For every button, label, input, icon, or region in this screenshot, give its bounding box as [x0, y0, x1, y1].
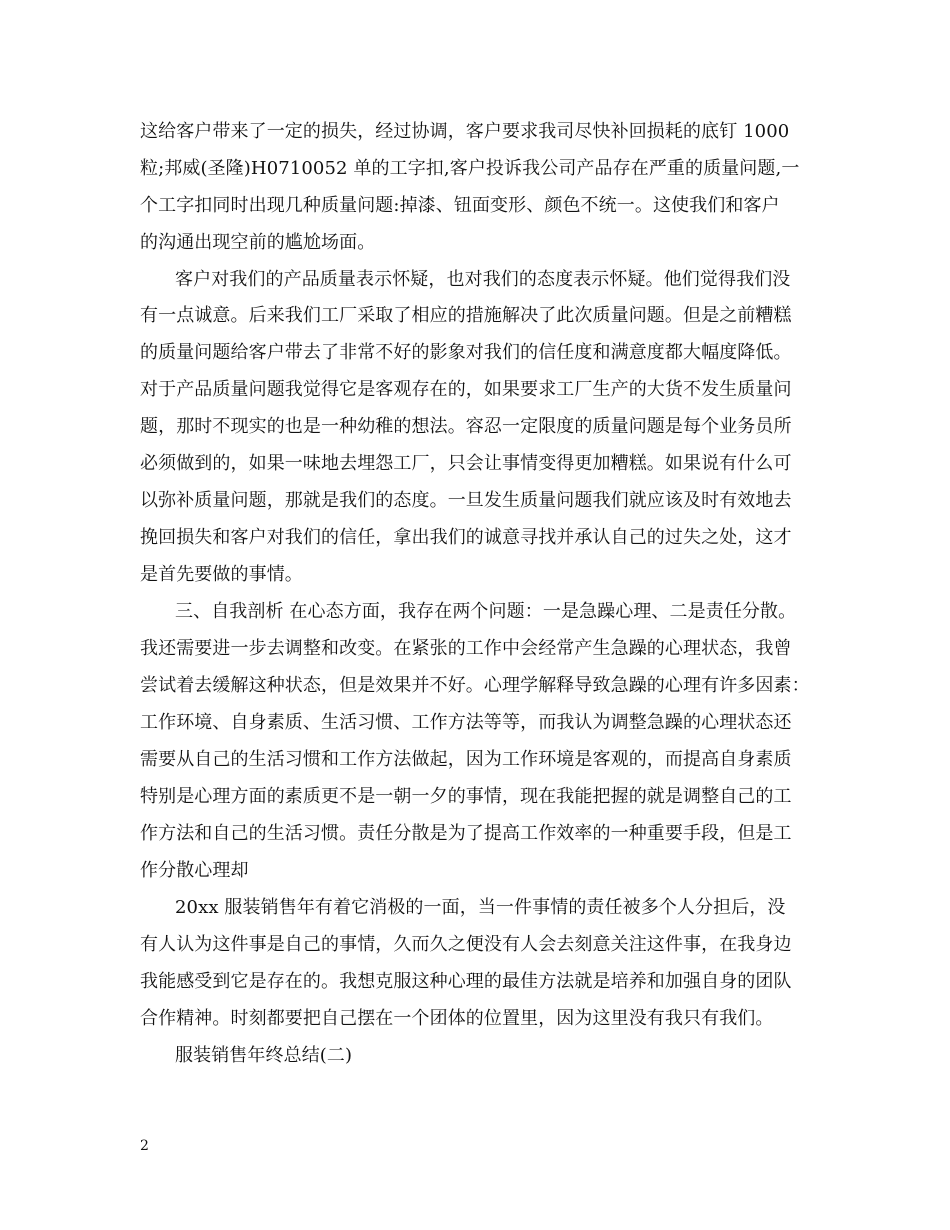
text-line: 作分散心理却 [140, 860, 249, 881]
text-line: 合作精神。时刻都要把自己摆在一个团体的位置里，因为这里没有我只有我们。 [140, 1008, 774, 1029]
text-line: 特别是心理方面的素质更不是一朝一夕的事情，现在我能把握的就是调整自己的工 [140, 786, 792, 807]
text-line: 需要从自己的生活习惯和工作方法做起，因为工作环境是客观的，而提高自身素质 [140, 749, 792, 770]
text-line: 以弥补质量问题，那就是我们的态度。一旦发生质量问题我们就应该及时有效地去 [140, 490, 792, 511]
text-line: 对于产品质量问题我觉得它是客观存在的，如果要求工厂生产的大货不发生质量问 [140, 379, 792, 400]
text-line: 我还需要进一步去调整和改变。在紧张的工作中会经常产生急躁的心理状态，我曾 [140, 638, 792, 659]
text-line: 个工字扣同时出现几种质量问题:掉漆、钮面变形、颜色不统一。这使我们和客户 [140, 195, 780, 216]
text-line: 我能感受到它是存在的。我想克服这种心理的最佳方法就是培养和加强自身的团队 [140, 971, 792, 992]
text-line: 是首先要做的事情。 [140, 564, 303, 585]
text-line: 必须做到的，如果一味地去埋怨工厂，只会让事情变得更加糟糕。如果说有什么可 [140, 453, 792, 474]
text-line: 尝试着去缓解这种状态，但是效果并不好。心理学解释导致急躁的心理有许多因素： [140, 675, 810, 696]
text-line: 有人认为这件事是自己的事情，久而久之便没有人会去刻意关注这件事，在我身边 [140, 934, 792, 955]
section-heading: 服装销售年终总结(二) [175, 1045, 353, 1066]
text-line: 的质量问题给客户带去了非常不好的影象对我们的信任度和满意度都大幅度降低。 [140, 342, 792, 363]
text-line: 挽回损失和客户对我们的信任，拿出我们的诚意寻找并承认自己的过失之处，这才 [140, 527, 792, 548]
text-line: 20xx 服装销售年有着它消极的一面，当一件事情的责任被多个人分担后，没 [175, 897, 786, 918]
text-line: 题，那时不现实的也是一种幼稚的想法。容忍一定限度的质量问题是每个业务员所 [140, 416, 792, 437]
text-line: 粒;邦威(圣隆)H0710052 单的工字扣,客户投诉我公司产品存在严重的质量问题,一 [140, 158, 800, 179]
text-line: 有一点诚意。后来我们工厂采取了相应的措施解决了此次质量问题。但是之前糟糕 [140, 305, 792, 326]
page-number: 2 [140, 1138, 149, 1154]
text-line: 这给客户带来了一定的损失，经过协调，客户要求我司尽快补回损耗的底钉 1000 [140, 121, 790, 142]
text-line: 作方法和自己的生活习惯。责任分散是为了提高工作效率的一种重要手段，但是工 [140, 823, 792, 844]
text-line: 工作环境、自身素质、生活习惯、工作方法等等，而我认为调整急躁的心理状态还 [140, 712, 792, 733]
text-line: 客户对我们的产品质量表示怀疑，也对我们的态度表示怀疑。他们觉得我们没 [175, 269, 791, 290]
text-line: 的沟通出现空前的尴尬场面。 [140, 232, 376, 253]
text-line: 三、自我剖析 在心态方面，我存在两个问题：一是急躁心理、二是责任分散。 [175, 601, 797, 622]
